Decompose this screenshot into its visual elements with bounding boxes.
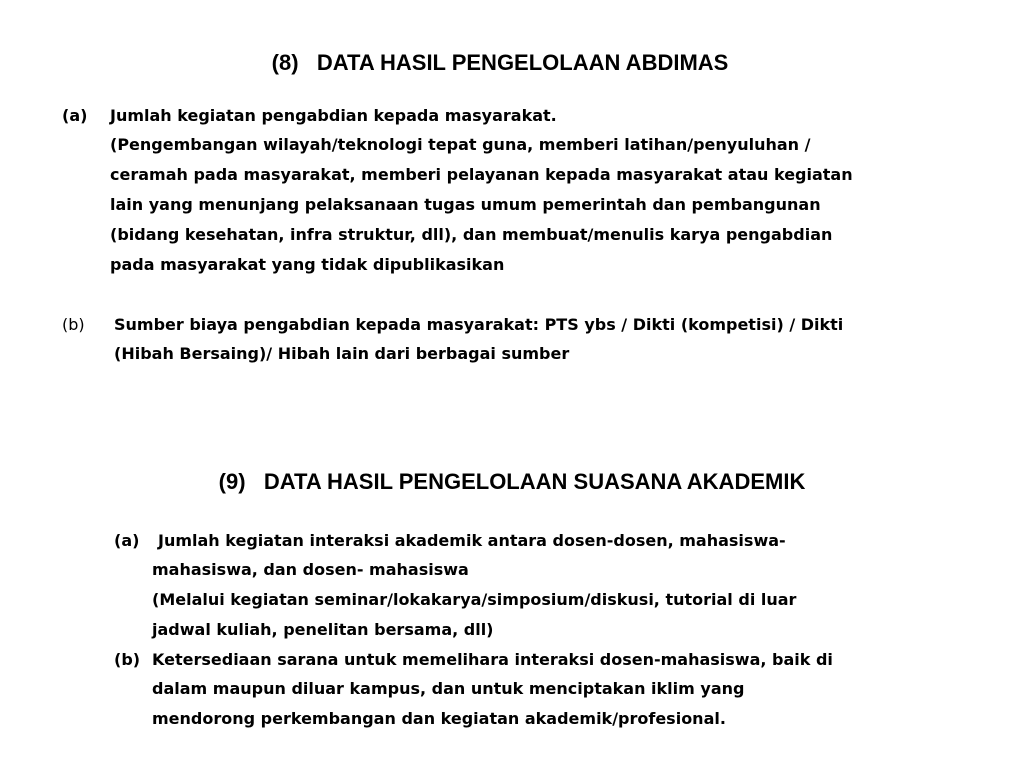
section-9-item-a-label: (a)	[114, 531, 140, 550]
section-8-item-a-label: (a)	[62, 106, 88, 125]
section-9-item-b-label: (b)	[114, 650, 141, 669]
section-8-item-a-line: (bidang kesehatan, infra struktur, dll), dan membuat/menulis karya pengabdian	[110, 225, 833, 244]
section-8-item-b-label: (b)	[62, 315, 85, 334]
section-9-item-a-line: mahasiswa, dan dosen- mahasiswa	[152, 560, 469, 579]
section-9-item-b-line: mendorong perkembangan dan kegiatan akademik/profesional.	[152, 709, 726, 728]
section-8-item-a-line: ceramah pada masyarakat, memberi pelayanan kepada masyarakat atau kegiatan	[110, 165, 853, 184]
section-8-item-b-line: Sumber biaya pengabdian kepada masyarakat: PTS ybs / Dikti (kompetisi) / Dikti	[114, 315, 844, 334]
section-8-heading: (8) DATA HASIL PENGELOLAAN ABDIMAS	[271, 50, 729, 75]
section-9-item-b-line: Ketersediaan sarana untuk memelihara interaksi dosen-mahasiswa, baik di	[152, 650, 833, 669]
section-8-item-a-line: Jumlah kegiatan pengabdian kepada masyarakat.	[110, 106, 557, 125]
section-8-item-a-line: lain yang menunjang pelaksanaan tugas umum pemerintah dan pembangunan	[110, 195, 821, 214]
section-8-item-a-line: pada masyarakat yang tidak dipublikasikan	[110, 255, 505, 274]
section-9-heading: (9) DATA HASIL PENGELOLAAN SUASANA AKADEMIK	[218, 469, 806, 494]
section-9-item-a-line: (Melalui kegiatan seminar/lokakarya/simposium/diskusi, tutorial di luar	[152, 590, 797, 609]
section-8-item-a-line: (Pengembangan wilayah/teknologi tepat guna, memberi latihan/penyuluhan /	[110, 135, 811, 154]
section-8-item-b-line: (Hibah Bersaing)/ Hibah lain dari berbagai sumber	[114, 344, 570, 363]
section-9-item-b-line: dalam maupun diluar kampus, dan untuk menciptakan iklim yang	[152, 679, 745, 698]
section-9-item-a-line: jadwal kuliah, penelitan bersama, dll)	[152, 620, 494, 639]
section-9-item-a-line: Jumlah kegiatan interaksi akademik antara dosen-dosen, mahasiswa-	[158, 531, 786, 550]
